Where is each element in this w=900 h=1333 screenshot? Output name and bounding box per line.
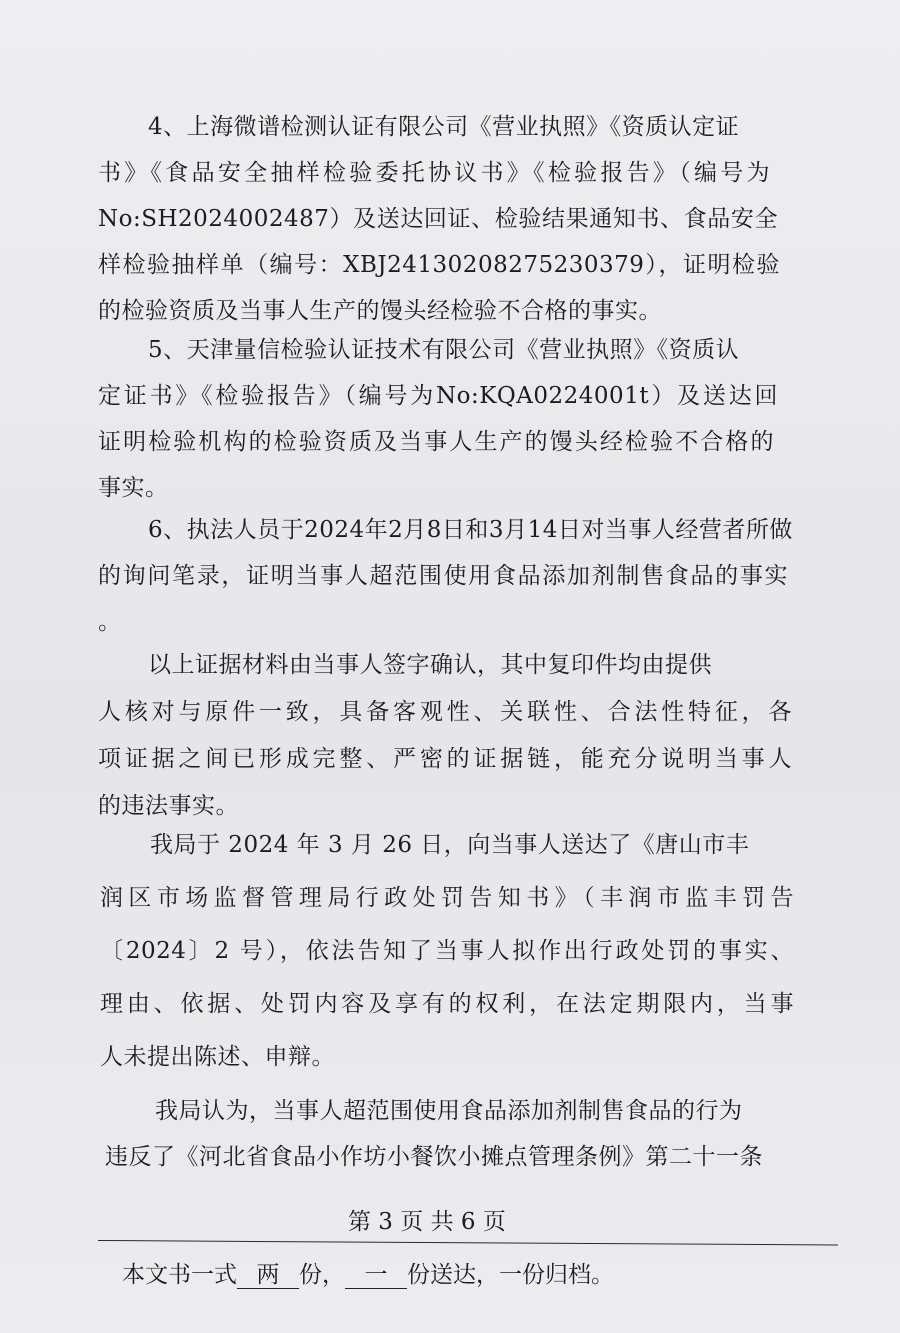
paragraph-line: 。: [98, 609, 122, 635]
paragraph-line: 人核对与原件一致，具备客观性、关联性、合法性特征，各: [98, 699, 792, 725]
paragraph-line: No:SH2024002487）及送达回证、检验结果通知书、食品安全: [98, 206, 778, 232]
copies-total-blank: 两: [237, 1262, 299, 1289]
paragraph-line: 〔2024〕2 号），依法告知了当事人拟作出行政处罚的事实、: [100, 938, 794, 964]
paragraph-line: 6、执法人员于2024年2月8日和3月14日对当事人经营者所做: [148, 517, 793, 543]
paragraph-line: 以上证据材料由当事人签字确认，其中复印件均由提供: [148, 652, 712, 678]
paragraph-line: 项证据之间已形成完整、严密的证据链，能充分说明当事人: [98, 746, 792, 772]
paragraph-line: 我局于 2024 年 3 月 26 日，向当事人送达了《唐山市丰: [150, 832, 750, 858]
paragraph-line: 违反了《河北省食品小作坊小餐饮小摊点管理条例》第二十一条: [105, 1144, 763, 1170]
paragraph-line: 的违法事实。: [98, 793, 239, 819]
copies-statement: [122, 1260, 614, 1290]
paragraph-line: 样检验抽样单（编号：XBJ24130208275230379），证明检验: [98, 252, 780, 278]
paragraph-line: 定证书》《检验报告》（编号为No:KQA0224001t）及送达回: [98, 383, 778, 409]
paragraph-line: 的检验资质及当事人生产的馒头经检验不合格的事实。: [98, 298, 662, 324]
copies-suffix: 份送达，一份归档。: [407, 1262, 614, 1288]
paragraph-line: 理由、依据、处罚内容及享有的权利，在法定期限内，当事: [100, 991, 794, 1017]
paragraph-line: 4、上海微谱检测认证有限公司《营业执照》《资质认定证: [148, 114, 740, 140]
page-number: 第 3 页 共 6 页: [348, 1209, 506, 1235]
footer-divider: [98, 1240, 838, 1246]
paragraph-line: 事实。: [98, 475, 169, 501]
paragraph-line: 我局认为，当事人超范围使用食品添加剂制售食品的行为: [155, 1098, 743, 1124]
copies-prefix: 本文书一式: [122, 1262, 237, 1288]
paragraph-line: 证明检验机构的检验资质及当事人生产的馒头经检验不合格的: [98, 429, 774, 455]
paragraph-line: 的询问笔录，证明当事人超范围使用食品添加剂制售食品的事实: [98, 563, 788, 589]
copies-served-blank: 一: [345, 1262, 407, 1289]
paragraph-line: 润区市场监督管理局行政处罚告知书》（丰润市监丰罚告: [100, 885, 794, 911]
paragraph-line: 5、天津量信检验认证技术有限公司《营业执照》《资质认: [148, 337, 740, 363]
paragraph-line: 人未提出陈述、申辩。: [100, 1044, 335, 1070]
paragraph-line: 书》《食品安全抽样检验委托协议书》《检验报告》（编号为: [98, 160, 770, 186]
copies-mid: 份，: [299, 1262, 345, 1288]
